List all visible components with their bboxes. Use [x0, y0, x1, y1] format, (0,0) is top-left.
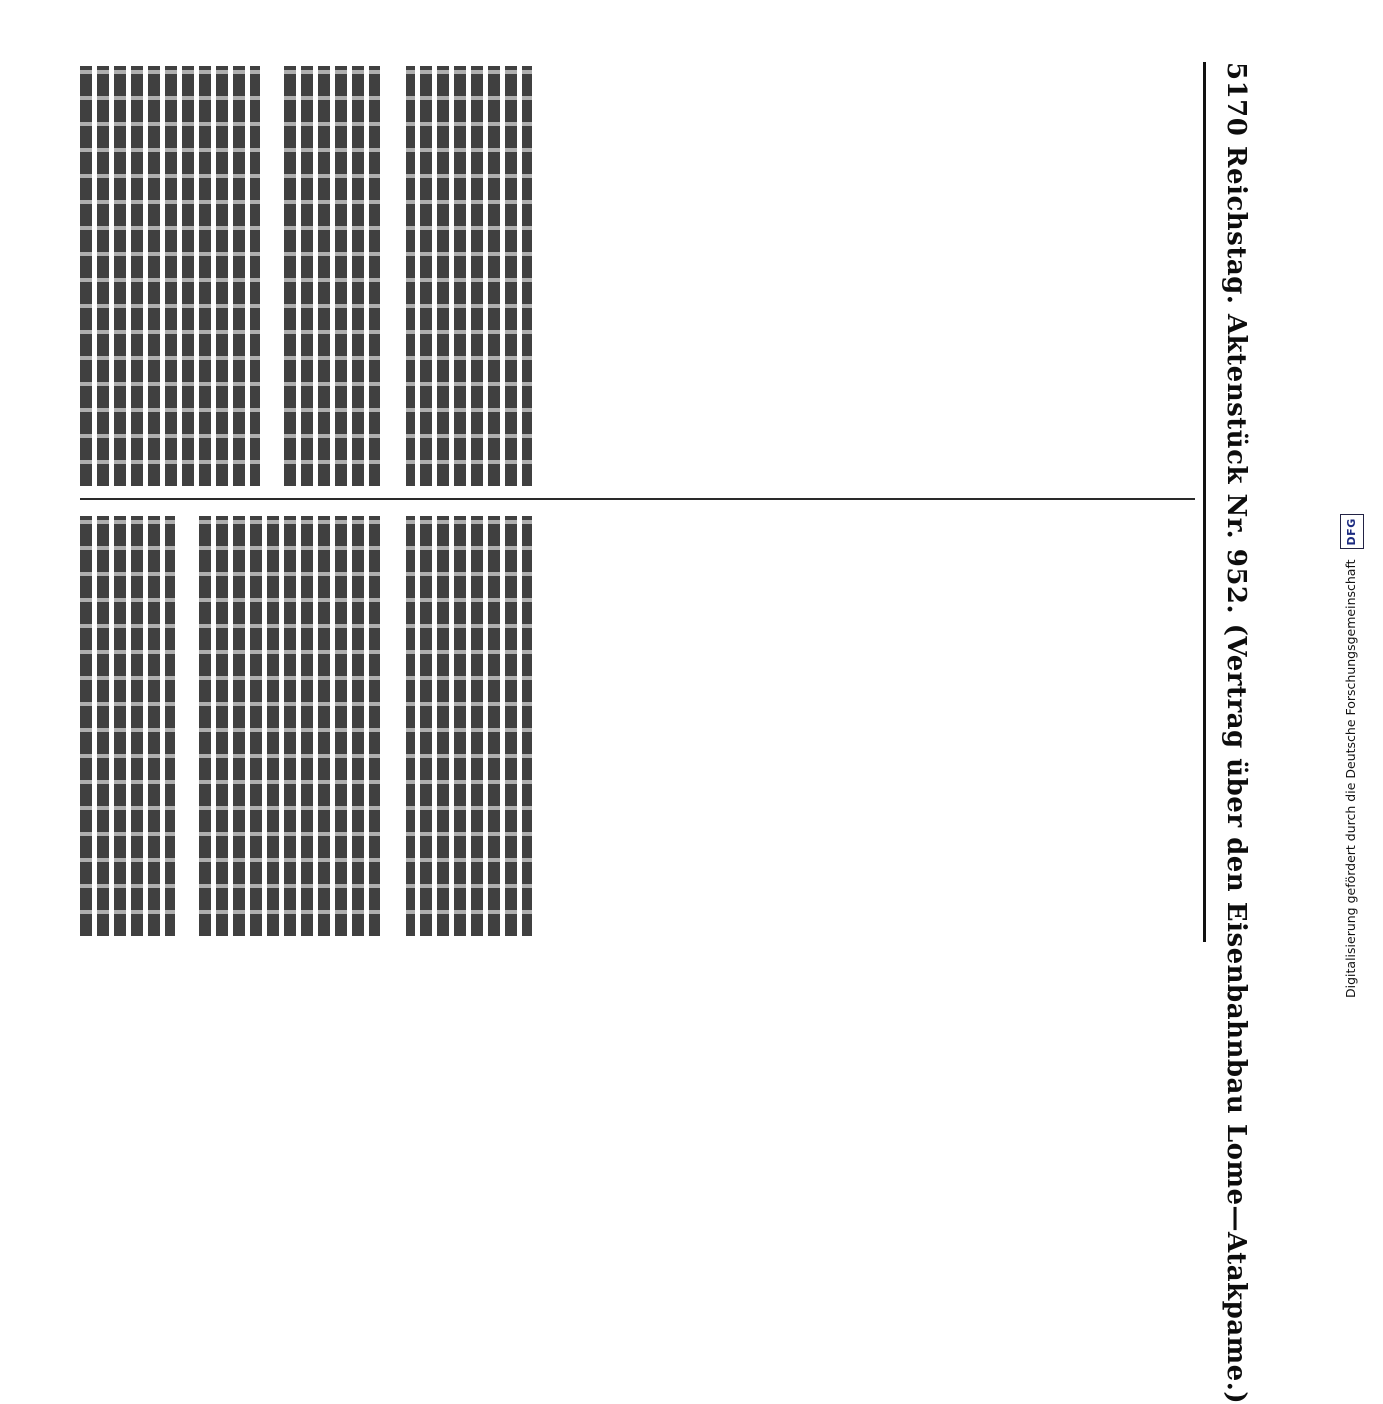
section-gap [380, 62, 406, 492]
header-rule [1203, 62, 1206, 942]
section-gap [260, 62, 282, 492]
credit-text: Digitalisierung gefördert durch die Deutsche Forschungsgemeinschaft [1343, 559, 1358, 998]
text-column-right [80, 516, 532, 936]
section-gap [380, 512, 406, 942]
text-column-left [80, 66, 532, 486]
page-header: 5170 Reichstag. Aktenstück Nr. 952. (Vertrag über den Eisenbahnbau Lome—Atakpame.) [1221, 62, 1251, 1404]
dfg-logo: DFG [1340, 514, 1364, 549]
section-gap [175, 512, 199, 942]
column-divider [80, 498, 1195, 500]
digitization-credit [1340, 0, 1362, 998]
